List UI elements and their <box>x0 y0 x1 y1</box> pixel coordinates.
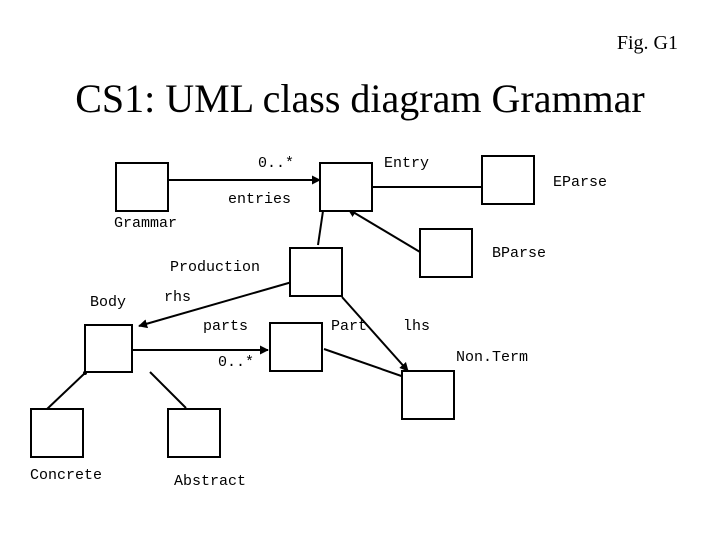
class-box-bparse <box>420 229 472 277</box>
parts-role-label: parts <box>203 318 249 335</box>
edge-body-to-concrete <box>46 373 85 410</box>
edge-bparse-to-entry <box>348 209 420 252</box>
diagram-title: CS1: UML class diagram Grammar <box>75 76 645 121</box>
class-label-body: Body <box>90 294 127 311</box>
class-box-body <box>85 325 132 372</box>
class-label-bparse: BParse <box>492 245 547 262</box>
class-box-entry <box>320 163 372 211</box>
class-box-concrete <box>31 409 83 457</box>
rhs-role-label: rhs <box>164 289 192 306</box>
class-box-eparse <box>482 156 534 204</box>
class-label-entry: Entry <box>384 155 430 172</box>
figure-number: Fig. G1 <box>616 32 678 54</box>
class-box-nonterm <box>402 371 454 419</box>
class-label-production: Production <box>170 259 261 276</box>
class-label-nonterm: Non.Term <box>456 349 529 366</box>
class-box-abstract <box>168 409 220 457</box>
class-box-part <box>270 323 322 371</box>
class-label-part: Part <box>331 318 368 335</box>
class-box-production <box>290 248 342 296</box>
class-label-abstract: Abstract <box>174 473 247 490</box>
entries-role-label: entries <box>228 191 292 208</box>
class-label-eparse: EParse <box>553 174 608 191</box>
class-box-grammar <box>116 163 168 211</box>
entries-multiplicity-label: 0..* <box>258 155 295 172</box>
edge-entry-to-production <box>318 211 323 245</box>
lhs-role-label: lhs <box>403 318 431 335</box>
edge-body-to-abstract <box>150 372 186 408</box>
edge-part-to-nonterm <box>324 349 410 379</box>
parts-multiplicity-label: 0..* <box>218 354 255 371</box>
class-label-grammar: Grammar <box>114 215 178 232</box>
class-label-concrete: Concrete <box>30 467 103 484</box>
